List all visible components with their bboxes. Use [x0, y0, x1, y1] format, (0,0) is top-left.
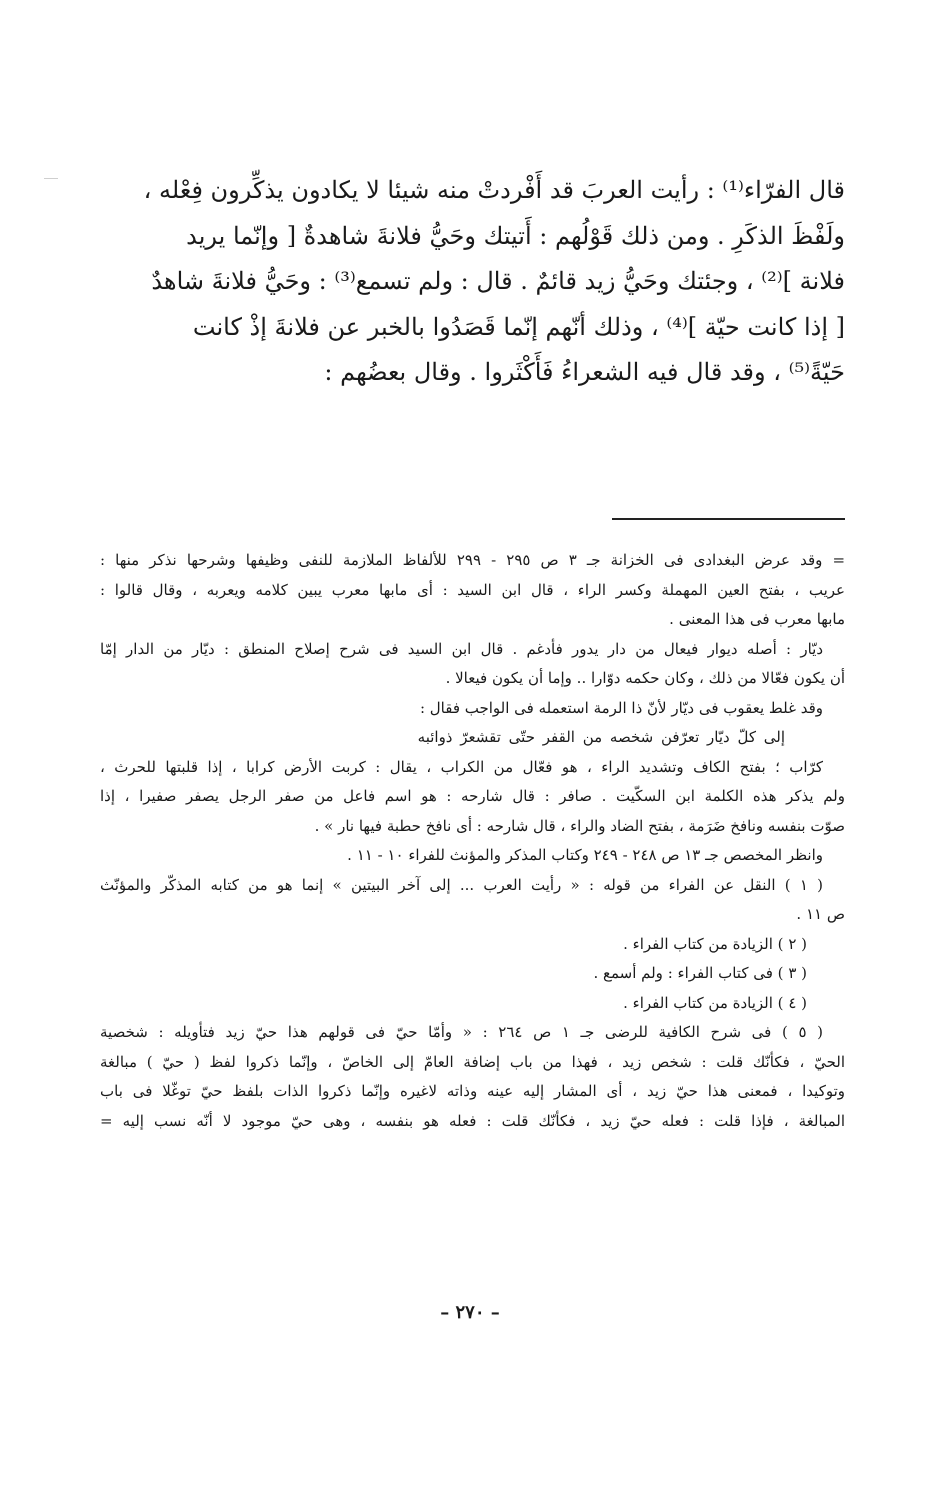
page-number: – ٢٧٠ – — [440, 1302, 500, 1323]
footnote-line: ص ١١ . — [796, 905, 845, 923]
footnote-line: أن يكون فعّالا من ذلك ، وكان حكمه دوّارا .. وإما أن يكون فيعالا . — [445, 669, 845, 687]
footnote-entry-2: ( ٢ ) الزيادة من كتاب الفراء . — [623, 934, 807, 953]
footnote-separator-rule — [612, 518, 845, 520]
footnote-line: وتوكيدا ، فمعنى هذا حيّ زيد ، أى المشار إليه عينه وذاته لاغيره وإنّما ذكروا الذات بلفظ حيّ توغّلا فى باب — [100, 1082, 845, 1100]
footnote-entry-5: ( ٥ ) فى شرح الكافية للرضى جـ ١ ص ٢٦٤ : « وأمّا حيّ فى قولهم هذا حيّ زيد فتأويله : شخصية — [100, 1023, 824, 1041]
footnote-line: = وقد عرض البغدادى فى الخزانة جـ ٣ ص ٢٩٥ - ٢٩٩ للألفاظ الملازمة للنفى وظيفها وشرحها نذكر منها : — [100, 551, 845, 569]
footnote-entry-4: ( ٤ ) الزيادة من كتاب الفراء . — [623, 993, 807, 1012]
footnote-line: صوّت بنفسه ونافخ ضَرَمة ، بفتح الضاد والراء ، قال شارحه : أى نافخ حطبة فيها نار » . — [314, 816, 845, 835]
footnote-line: المبالغة ، فإذا قلت : فعله حيّ زيد ، فكأنّك قلت : فعله هو بنفسه ، وهى حيّ موجود لا أنّه نسب إليه = — [100, 1111, 845, 1130]
footnote-line: ديّار : أصله ديوار فيعال من دار يدور فأدغم . قال ابن السيد فى شرح إصلاح المنطق : ديّار من الدار إمّا — [100, 639, 823, 658]
main-text-line: فلانة ]⁽²⁾ ، وجئتك وحَيُّ زيد قائمٌ . قال : ولم تسمع⁽³⁾ : وحَيُّ فلانةَ شاهدٌ — [151, 267, 845, 295]
main-text-line: [ إذا كانت حيّة ]⁽⁴⁾ ، وذلك أنّهم إنّما قَصَدُوا بالخبر عن فلانةَ إذْ كانت — [192, 312, 845, 341]
main-text-block — [100, 168, 845, 396]
margin-scan-mark — [44, 178, 58, 179]
footnote-line: كرّاب ؛ بفتح الكاف وتشديد الراء ، هو فعّال من الكراب ، يقال : كربت الأرض كرابا ، إذا قلبتها للحرث ، — [100, 757, 823, 776]
footnote-line: وقد غلط يعقوب فى ديّار لأنّ ذا الرمة استعمله فى الواجب فقال : — [419, 698, 823, 717]
footnote-entry-1: ( ١ ) النقل عن الفراء من قوله : « رأيت العرب ... إلى آخر البيتين » إنما هو من كتابه المذكّر والمؤنّث — [100, 875, 823, 894]
footnote-line: الحيّ ، فكأنّك قلت : شخص زيد ، فهذا من باب إضافة العامّ إلى الخاصّ ، وإنّما ذكروا لفظ ( حيّ ) مبالغة — [100, 1052, 845, 1071]
main-text-line: ولَفْظَ الذكَرِ . ومن ذلك قَوْلُهم : أَتيتك وحَيُّ فلانةَ شاهدةٌ [ وإنّما يريد — [186, 221, 845, 250]
main-text-line: حَيّةً⁽⁵⁾ ، وقد قال فيه الشعراءُ فَأَكْثَروا . وقال بعضُهم : — [324, 358, 845, 386]
footnote-entry-3: ( ٣ ) فى كتاب الفراء : ولم أسمع . — [593, 964, 807, 982]
footnote-line: عريب ، بفتح العين المهملة وكسر الراء ، قال ابن السيد : أى مابها معرب يبين كلامه ويعربه ، وقال قالوا : — [100, 580, 845, 599]
footnote-poem-verse: إلى كلّ ديّار تعرّفن شخصه من القفر حتّى تقشعرّ ذوائبه — [417, 728, 785, 746]
footnotes-block — [100, 546, 845, 1136]
footnote-line: مابها معرب فى هذا المعنى . — [669, 610, 845, 628]
main-text-line: قال الفرّاء⁽¹⁾ : رأيت العربَ قد أَفْردتْ منه شيئا لا يكادون يذكِّرون فِعْله ، — [143, 176, 845, 204]
footnote-line: ولم يذكر هذه الكلمة ابن السكّيت . صافر : قال شارحه : هو اسم فاعل من صفر الرجل يصفر صفيرا ، إذا — [100, 787, 845, 805]
footnote-line: وانظر المخصص جـ ١٣ ص ٢٤٨ - ٢٤٩ وكتاب المذكر والمؤنث للفراء ١٠ - ١١ . — [347, 846, 823, 864]
